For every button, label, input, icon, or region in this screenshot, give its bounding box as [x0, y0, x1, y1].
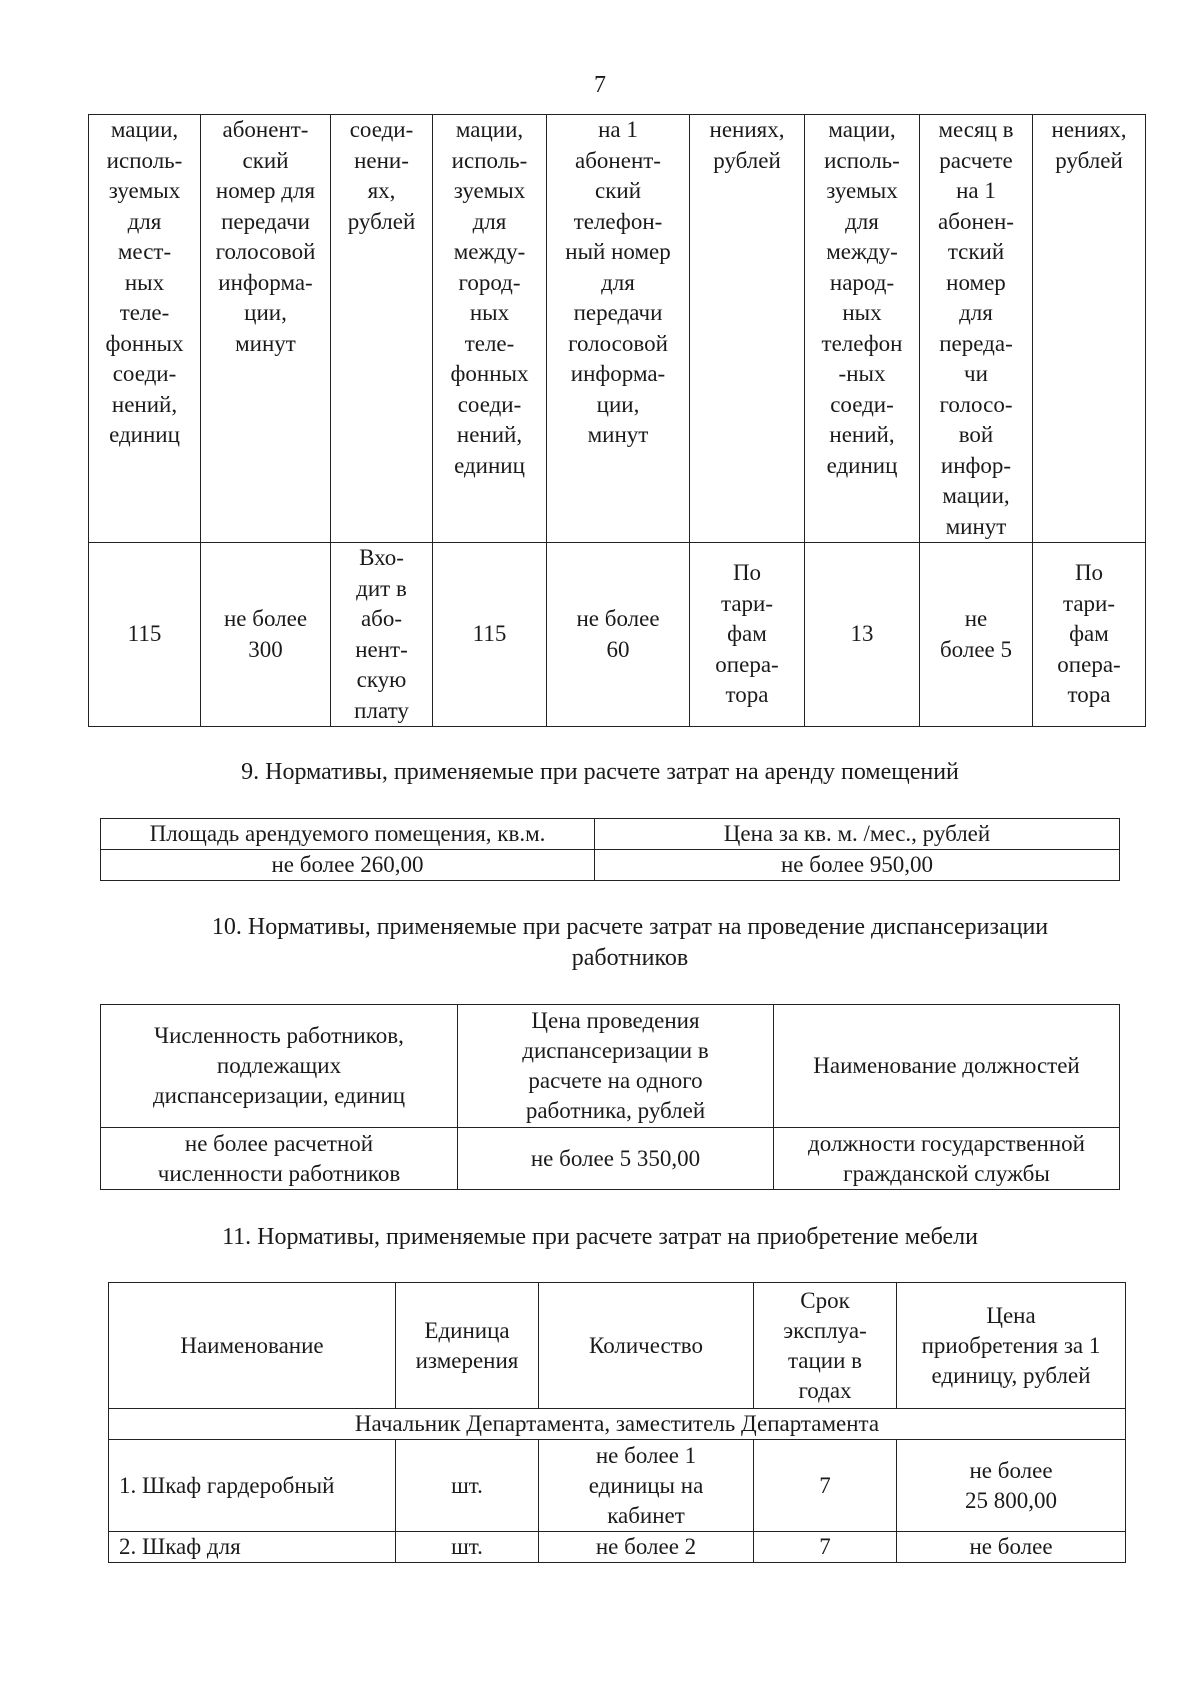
table-row: [109, 1532, 1126, 1563]
value-cell: не более 5 350,00: [458, 1128, 774, 1190]
price-cell: не более 25 800,00: [897, 1440, 1126, 1532]
quantity-cell: не более 2: [539, 1532, 754, 1563]
value-cell: 13: [805, 543, 920, 727]
group-row: [109, 1409, 1126, 1440]
header-cell: Цена проведения диспансеризации в расчете на одного работника, рублей: [458, 1005, 774, 1128]
header-cell: Наименование: [109, 1283, 396, 1409]
header-cell: Количество: [539, 1283, 754, 1409]
value-cell: Вхо- дит в або- нент- скую плату: [331, 543, 433, 727]
header-cell: Наименование должностей: [774, 1005, 1120, 1128]
value-cell: не более 260,00: [101, 850, 595, 881]
header-cell: Срок эксплуа- тации в годах: [754, 1283, 897, 1409]
header-cell: месяц в расчете на 1 абонен- тский номер для переда- чи голосо- вой инфор- мации, минут: [920, 115, 1033, 543]
header-cell: мации, исполь- зуемых для мест- ных теле- фонных соеди- нений, единиц: [89, 115, 201, 543]
service-life-cell: 7: [754, 1532, 897, 1563]
header-cell: Цена приобретения за 1 единицу, рублей: [897, 1283, 1126, 1409]
value-cell: По тари- фам опера- тора: [690, 543, 805, 727]
header-cell: Площадь арендуемого помещения, кв.м.: [101, 819, 595, 850]
header-cell: мации, исполь- зуемых для между- город- ных теле- фонных соеди- нений, единиц: [433, 115, 547, 543]
header-cell: на 1 абонент- ский телефон- ный номер для передачи голосовой информа- ции, минут: [547, 115, 690, 543]
value-cell: не более 60: [547, 543, 690, 727]
header-cell: Численность работников, подлежащих диспансеризации, единиц: [101, 1005, 458, 1128]
table-header-row: [89, 115, 1146, 543]
unit-cell: шт.: [396, 1440, 539, 1532]
group-label: Начальник Департамента, заместитель Департамента: [109, 1409, 1126, 1440]
header-cell: мации, исполь- зуемых для между- народ- ных телефон -ных соеди- нений, единиц: [805, 115, 920, 543]
service-life-cell: 7: [754, 1440, 897, 1532]
value-cell: не более 5: [920, 543, 1033, 727]
value-cell: По тари- фам опера- тора: [1033, 543, 1146, 727]
item-name-cell: 1. Шкаф гардеробный: [109, 1440, 396, 1532]
value-cell: не более 950,00: [595, 850, 1120, 881]
header-cell: Единица измерения: [396, 1283, 539, 1409]
header-cell: абонент- ский номер для передачи голосовой информа- ции, минут: [201, 115, 331, 543]
value-cell: должности государственной гражданской службы: [774, 1128, 1120, 1190]
value-cell: не более расчетной численности работников: [101, 1128, 458, 1190]
value-cell: 115: [89, 543, 201, 727]
section-9-heading: 9. Нормативы, применяемые при расчете затрат на аренду помещений: [241, 759, 959, 785]
value-cell: не более 300: [201, 543, 331, 727]
header-cell: соеди- нени- ях, рублей: [331, 115, 433, 543]
section-10-heading: 10. Нормативы, применяемые при расчете затрат на проведение диспансеризации работников: [211, 914, 1049, 971]
furniture-norms-table: [108, 1282, 1126, 1563]
section-11-heading: 11. Нормативы, применяемые при расчете затрат на приобретение мебели: [222, 1224, 978, 1250]
table-header-row: [101, 819, 1120, 850]
table-row: [89, 543, 1146, 727]
header-cell: нениях, рублей: [690, 115, 805, 543]
unit-cell: шт.: [396, 1532, 539, 1563]
telephony-norms-table: [88, 114, 1146, 727]
table-row: [101, 1128, 1120, 1190]
quantity-cell: не более 1 единицы на кабинет: [539, 1440, 754, 1532]
header-cell: Цена за кв. м. /мес., рублей: [595, 819, 1120, 850]
table-header-row: [101, 1005, 1120, 1128]
medical-exam-norms-table: [100, 1004, 1120, 1190]
page-number: 7: [594, 72, 606, 98]
table-header-row: [109, 1283, 1126, 1409]
value-cell: 115: [433, 543, 547, 727]
table-row: [101, 850, 1120, 881]
header-cell: нениях, рублей: [1033, 115, 1146, 543]
table-row: [109, 1440, 1126, 1532]
rent-norms-table: [100, 818, 1120, 881]
item-name-cell: 2. Шкаф для: [109, 1532, 396, 1563]
price-cell: не более: [897, 1532, 1126, 1563]
